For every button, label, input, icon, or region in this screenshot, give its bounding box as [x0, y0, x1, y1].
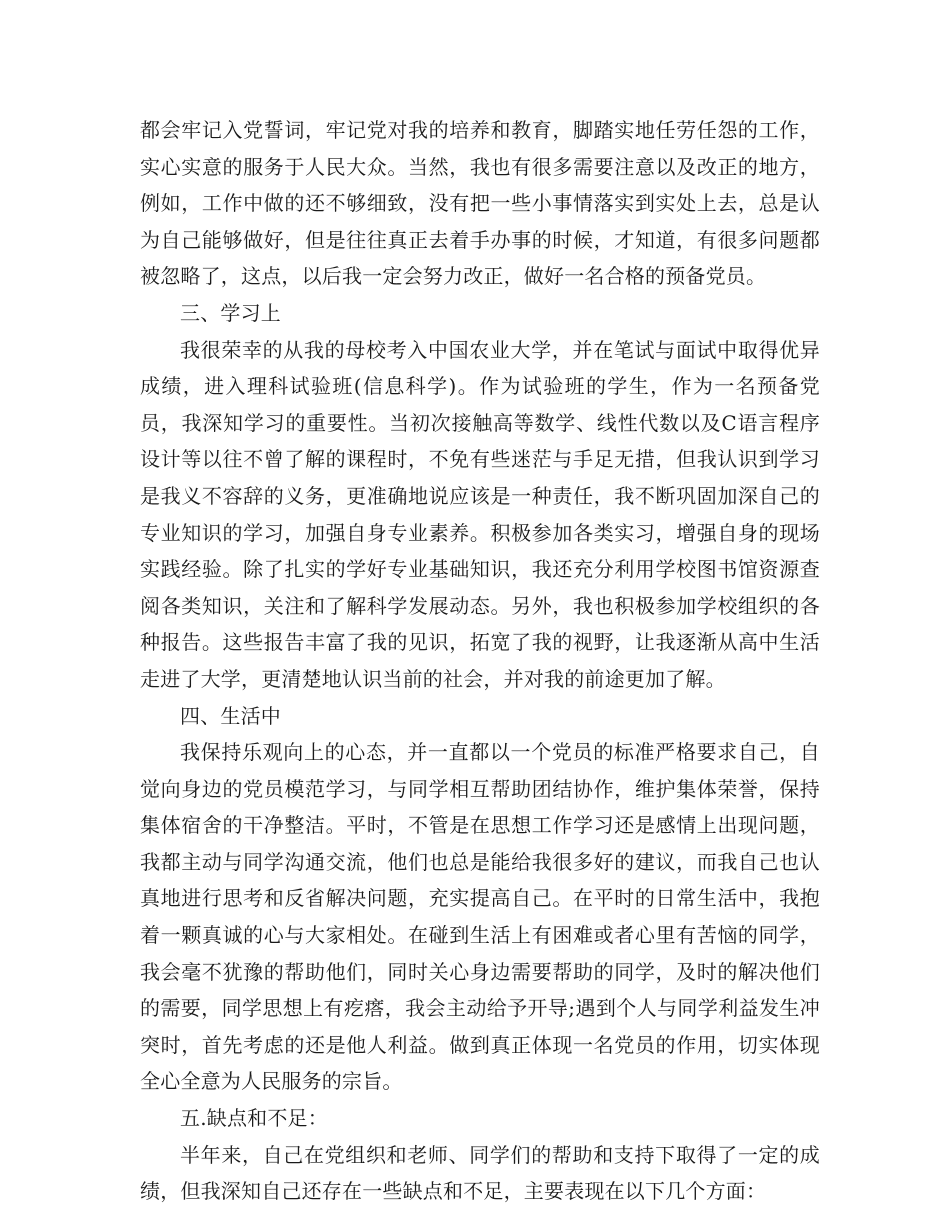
section-heading-shortcomings: 五.缺点和不足：: [180, 1106, 328, 1131]
paragraph-continuation: 都会牢记入党誓词，牢记党对我的培养和教育，脚踏实地任劳任怨的工作，实心实意的服务于人民大众。当然，我也有很多需要注意以及改正的地方，例如，工作中做的还不够细致，没有把一些小事情落实到实处上去，总是认为自己能够做好，但是往往真正去着手办事的时候，才知道，有很多问题都被忽略了，这点，以后我一定会努力改正，做好一名合格的预备党员。: [140, 118, 820, 289]
section-heading-study: 三、学习上: [180, 300, 281, 325]
paragraph-life: 我保持乐观向上的心态，并一直都以一个党员的标准严格要求自己，自觉向身边的党员模范学习，与同学相互帮助团结协作，维护集体荣誉，保持集体宿舍的干净整洁。平时，不管是在思想工作学习还是感情上出现问题，我都主动与同学沟通交流，他们也总是能给我很多好的建议，而我自己也认真地进行思考和反省解决问题，充实提高自己。在平时的日常生活中，我抱着一颗真诚的心与大家相处。在碰到生活上有困难或者心里有苦恼的同学，我会毫不犹豫的帮助他们，同时关心身边需要帮助的同学，及时的解决他们的需要，同学思想上有疙瘩，我会主动给予开导;遇到个人与同学利益发生冲突时，首先考虑的还是他人利益。做到真正体现一名党员的作用，切实体现全心全意为人民服务的宗旨。: [140, 740, 820, 1094]
paragraph-study: 我很荣幸的从我的母校考入中国农业大学，并在笔试与面试中取得优异成绩，进入理科试验班(信息科学)。作为试验班的学生，作为一名预备党员，我深知学习的重要性。当初次接触高等数学、线性代数以及C语言程序设计等以往不曾了解的课程时，不免有些迷茫与手足无措，但我认识到学习是我义不容辞的义务，更准确地说应该是一种责任，我不断巩固加深自己的专业知识的学习，加强自身专业素养。积极参加各类实习，增强自身的现场实践经验。除了扎实的学好专业基础知识，我还充分利用学校图书馆资源查阅各类知识，关注和了解科学发展动态。另外，我也积极参加学校组织的各种报告。这些报告丰富了我的见识，拓宽了我的视野，让我逐渐从高中生活走进了大学，更清楚地认识当前的社会，并对我的前途更加了解。: [140, 337, 820, 691]
document-body: [140, 112, 820, 1210]
section-heading-life: 四、生活中: [180, 703, 281, 728]
paragraph-shortcomings: 半年来，自己在党组织和老师、同学们的帮助和支持下取得了一定的成绩，但我深知自己还存在一些缺点和不足，主要表现在以下几个方面：: [140, 1142, 820, 1204]
